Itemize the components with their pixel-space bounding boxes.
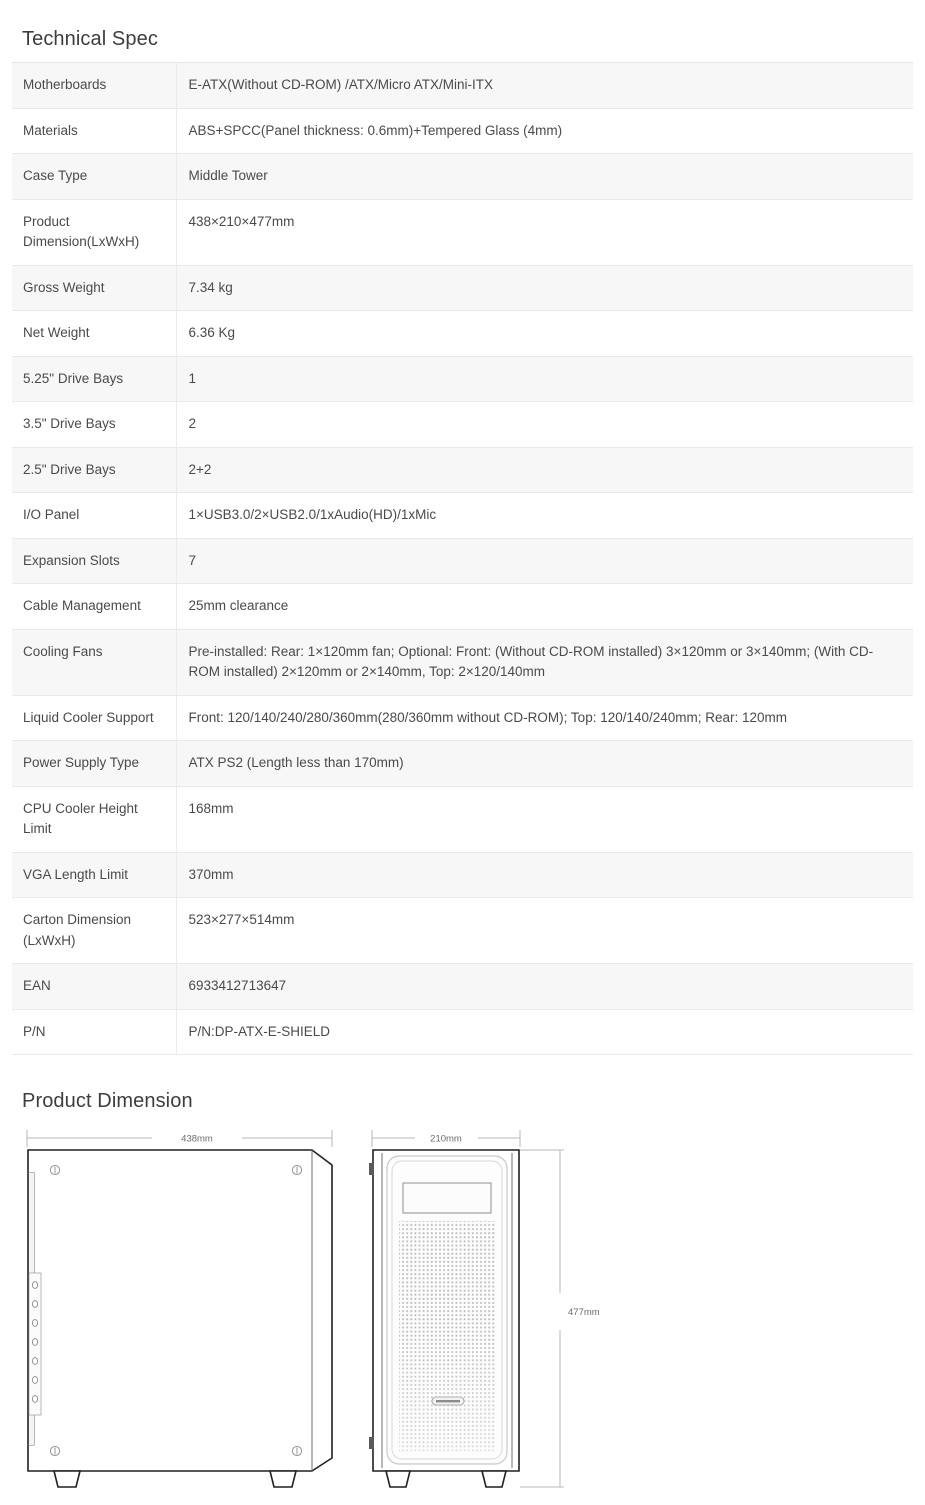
- front-brand-badge: [432, 1397, 464, 1405]
- spec-row: [12, 199, 913, 265]
- front-view-width-label: 210mm: [430, 1133, 462, 1145]
- spec-row-label: Power Supply Type: [12, 741, 176, 787]
- spec-row-label: Case Type: [12, 154, 176, 200]
- spec-row-value: 7.34 kg: [188, 279, 233, 295]
- spec-row-value: 523×277×514mm: [188, 912, 295, 928]
- front-view-width-dimension: [372, 1130, 520, 1147]
- product-dimension-heading-wrap: [22, 1090, 193, 1113]
- spec-row-label: I/O Panel: [12, 493, 176, 539]
- spec-row-value: 1×USB3.0/2×USB2.0/1xAudio(HD)/1xMic: [188, 507, 437, 523]
- spec-table-container: [12, 62, 913, 1055]
- front-view-height-label: 477mm: [568, 1307, 600, 1318]
- spec-row-label: P/N: [12, 1009, 176, 1055]
- spec-row-label: 5.25" Drive Bays: [12, 356, 176, 402]
- spec-row-value: 2: [188, 416, 197, 432]
- spec-row: [12, 311, 913, 357]
- spec-row: [12, 265, 913, 311]
- spec-row-value: P/N:DP-ATX-E-SHIELD: [188, 1023, 331, 1039]
- spec-row-value: 1: [188, 370, 197, 386]
- spec-row: [12, 356, 913, 402]
- spec-row-value: Pre-installed: Rear: 1×120mm fan; Optional: Front: (Without CD-ROM installed) 3×120mm or 3×140mm; (With CD-ROM installed) 2×120mm or 2×140mm, Top: 2×120/140mm: [188, 643, 874, 680]
- front-view-drawing: [369, 1130, 600, 1487]
- spec-row-value: Middle Tower: [188, 168, 268, 184]
- spec-row-value: 370mm: [188, 866, 234, 882]
- spec-row-value: 7: [188, 552, 197, 568]
- front-left-tab-bottom: [369, 1437, 374, 1449]
- spec-row-label: Product Dimension(LxWxH): [12, 199, 176, 265]
- optical-drive-bay: [403, 1183, 491, 1213]
- spec-row: [12, 538, 913, 584]
- front-mesh-panel: [399, 1221, 496, 1451]
- spec-row: [12, 493, 913, 539]
- spec-row-label: Carton Dimension (LxWxH): [12, 898, 176, 964]
- spec-row-label: 3.5" Drive Bays: [12, 402, 176, 448]
- spec-row-value: ABS+SPCC(Panel thickness: 0.6mm)+Tempered Glass (4mm): [188, 122, 563, 138]
- spec-row-label: Net Weight: [12, 311, 176, 357]
- side-view-drawing: [27, 1130, 332, 1487]
- technical-spec-table: [12, 62, 913, 1055]
- spec-row: [12, 964, 913, 1010]
- side-panel-body: [28, 1150, 332, 1471]
- spec-row: [12, 63, 913, 109]
- side-view-width-dimension: [27, 1130, 332, 1147]
- product-dimension-heading: Product Dimension: [22, 1090, 193, 1112]
- spec-row-value: 25mm clearance: [188, 598, 289, 614]
- spec-row-label: Cable Management: [12, 584, 176, 630]
- spec-row-value: E-ATX(Without CD-ROM) /ATX/Micro ATX/Mini-ITX: [188, 77, 494, 92]
- spec-row-label: 2.5" Drive Bays: [12, 447, 176, 493]
- spec-row: [12, 629, 913, 695]
- spec-row-label: Cooling Fans: [12, 629, 176, 695]
- spec-row: [12, 1009, 913, 1055]
- spec-row-value: ATX PS2 (Length less than 170mm): [188, 755, 404, 771]
- spec-row-label: Liquid Cooler Support: [12, 695, 176, 741]
- spec-row: [12, 786, 913, 852]
- spec-row-value: 438×210×477mm: [188, 213, 295, 229]
- spec-row-label: CPU Cooler Height Limit: [12, 786, 176, 852]
- spec-row: [12, 695, 913, 741]
- technical-spec-heading: Technical Spec: [22, 28, 158, 50]
- spec-row: [12, 447, 913, 493]
- spec-row: [12, 108, 913, 154]
- spec-row: [12, 584, 913, 630]
- spec-row-value: 6933412713647: [188, 978, 287, 994]
- product-dimension-figure: [12, 1125, 632, 1505]
- technical-spec-heading-wrap: [22, 28, 158, 51]
- spec-row: [12, 898, 913, 964]
- side-view-feet: [54, 1471, 296, 1487]
- spec-row-value: 168mm: [188, 800, 234, 816]
- spec-row: [12, 852, 913, 898]
- spec-row-value: 2+2: [188, 461, 212, 477]
- front-view-feet: [386, 1471, 506, 1487]
- spec-row-label: Materials: [12, 108, 176, 154]
- spec-row-label: VGA Length Limit: [12, 852, 176, 898]
- spec-row-value: Front: 120/140/240/280/360mm(280/360mm without CD-ROM); Top: 120/140/240mm; Rear: 120mm: [188, 709, 788, 725]
- spec-row-label: Motherboards: [12, 63, 176, 109]
- spec-row-label: Gross Weight: [12, 265, 176, 311]
- spec-row-label: Expansion Slots: [12, 538, 176, 584]
- spec-row: [12, 154, 913, 200]
- spec-row-label: EAN: [12, 964, 176, 1010]
- spec-row: [12, 741, 913, 787]
- front-left-tab-top: [369, 1163, 374, 1175]
- side-view-width-label: 438mm: [181, 1133, 213, 1145]
- spec-row-value: 6.36 Kg: [188, 325, 236, 341]
- spec-row: [12, 402, 913, 448]
- front-view-height-dimension: [520, 1150, 600, 1487]
